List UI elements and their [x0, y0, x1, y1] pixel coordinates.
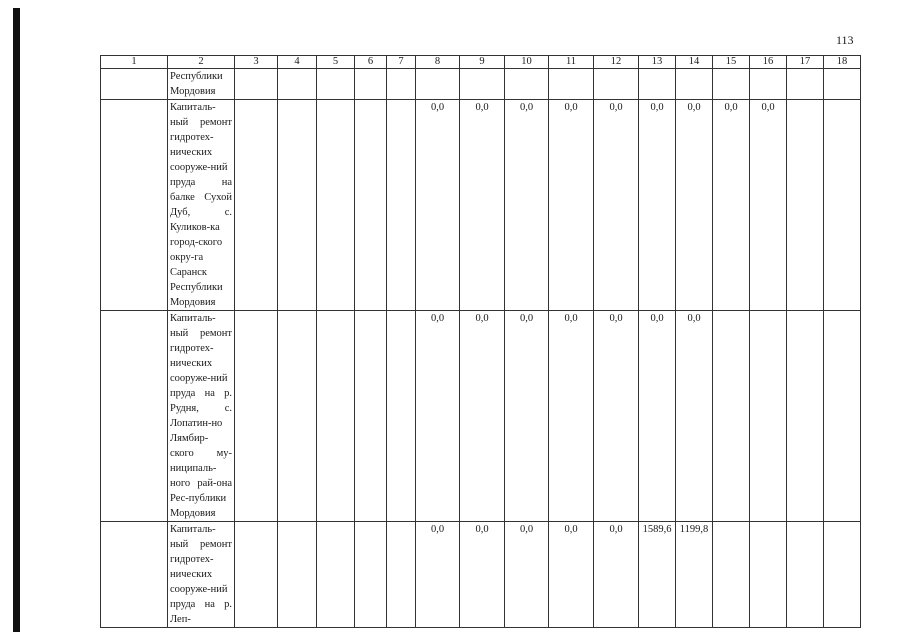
table-row — [101, 100, 861, 311]
cell-col-5 — [317, 311, 355, 522]
value-cell: 1589,6 — [639, 522, 676, 628]
cell-col-3 — [235, 100, 278, 311]
cell-col-7 — [387, 311, 416, 522]
value-cell: 0,0 — [505, 100, 549, 311]
value-cell — [676, 69, 713, 100]
value-cell — [787, 100, 824, 311]
column-header: 16 — [750, 56, 787, 69]
value-cell — [787, 522, 824, 628]
row-description: Капиталь-ный ремонт гидротех-нических сооруже-ний пруда на р. Рудня, с. Лопатин-но Лямбир-ского му-ниципаль-ного рай-она Рес-публики Мордовия — [168, 311, 235, 522]
cell-col-4 — [278, 100, 317, 311]
cell-col-1 — [101, 69, 168, 100]
column-header: 2 — [168, 56, 235, 69]
column-header: 17 — [787, 56, 824, 69]
column-header: 6 — [355, 56, 387, 69]
cell-col-3 — [235, 522, 278, 628]
cell-col-6 — [355, 311, 387, 522]
column-header: 18 — [824, 56, 861, 69]
value-cell: 0,0 — [460, 100, 505, 311]
value-cell: 0,0 — [713, 100, 750, 311]
column-header: 1 — [101, 56, 168, 69]
value-cell: 0,0 — [549, 100, 594, 311]
value-cell: 0,0 — [416, 522, 460, 628]
binding-edge — [13, 8, 20, 632]
cell-col-6 — [355, 522, 387, 628]
value-cell: 0,0 — [594, 522, 639, 628]
column-header: 8 — [416, 56, 460, 69]
value-cell — [750, 69, 787, 100]
column-header: 5 — [317, 56, 355, 69]
value-cell: 0,0 — [594, 311, 639, 522]
value-cell — [824, 69, 861, 100]
value-cell — [750, 311, 787, 522]
cell-col-3 — [235, 311, 278, 522]
cell-col-7 — [387, 100, 416, 311]
data-table — [100, 55, 861, 628]
value-cell: 0,0 — [460, 522, 505, 628]
column-header: 4 — [278, 56, 317, 69]
column-header: 9 — [460, 56, 505, 69]
value-cell: 0,0 — [549, 522, 594, 628]
column-header: 12 — [594, 56, 639, 69]
row-description: Капиталь-ный ремонт гидротех-нических сооруже-ний пруда на балке Сухой Дуб, с. Куликов-ка город-ского окру-га Саранск Республики Мордовия — [168, 100, 235, 311]
value-cell — [594, 69, 639, 100]
value-cell — [787, 69, 824, 100]
value-cell — [713, 69, 750, 100]
column-header: 3 — [235, 56, 278, 69]
column-header: 13 — [639, 56, 676, 69]
value-cell — [750, 522, 787, 628]
value-cell: 0,0 — [676, 311, 713, 522]
table-body — [101, 56, 861, 628]
value-cell: 1199,8 — [676, 522, 713, 628]
value-cell — [549, 69, 594, 100]
cell-col-4 — [278, 311, 317, 522]
column-header: 10 — [505, 56, 549, 69]
value-cell: 0,0 — [639, 100, 676, 311]
value-cell: 0,0 — [639, 311, 676, 522]
value-cell — [713, 522, 750, 628]
value-cell — [416, 69, 460, 100]
value-cell: 0,0 — [549, 311, 594, 522]
value-cell: 0,0 — [594, 100, 639, 311]
value-cell: 0,0 — [750, 100, 787, 311]
row-description: Республики Мордовия — [168, 69, 235, 100]
cell-col-5 — [317, 100, 355, 311]
column-header: 15 — [713, 56, 750, 69]
cell-col-5 — [317, 522, 355, 628]
value-cell — [824, 311, 861, 522]
column-header: 14 — [676, 56, 713, 69]
cell-col-7 — [387, 522, 416, 628]
value-cell — [505, 69, 549, 100]
value-cell: 0,0 — [460, 311, 505, 522]
cell-col-1 — [101, 522, 168, 628]
row-description: Капиталь-ный ремонт гидротех-нических сооруже-ний пруда на р. Леп- — [168, 522, 235, 628]
value-cell: 0,0 — [676, 100, 713, 311]
column-header: 11 — [549, 56, 594, 69]
cell-col-4 — [278, 522, 317, 628]
value-cell: 0,0 — [505, 522, 549, 628]
page-number: 113 — [836, 33, 854, 47]
value-cell — [824, 522, 861, 628]
cell-col-1 — [101, 311, 168, 522]
value-cell — [824, 100, 861, 311]
column-header: 7 — [387, 56, 416, 69]
value-cell: 0,0 — [416, 311, 460, 522]
value-cell — [460, 69, 505, 100]
table-row — [101, 522, 861, 628]
cell-col-6 — [355, 69, 387, 100]
value-cell — [713, 311, 750, 522]
cell-col-5 — [317, 69, 355, 100]
value-cell: 0,0 — [505, 311, 549, 522]
value-cell — [639, 69, 676, 100]
value-cell: 0,0 — [416, 100, 460, 311]
table-row — [101, 69, 861, 100]
cell-col-6 — [355, 100, 387, 311]
cell-col-4 — [278, 69, 317, 100]
cell-col-7 — [387, 69, 416, 100]
column-number-row — [101, 56, 861, 69]
value-cell — [787, 311, 824, 522]
table-row — [101, 311, 861, 522]
cell-col-1 — [101, 100, 168, 311]
cell-col-3 — [235, 69, 278, 100]
